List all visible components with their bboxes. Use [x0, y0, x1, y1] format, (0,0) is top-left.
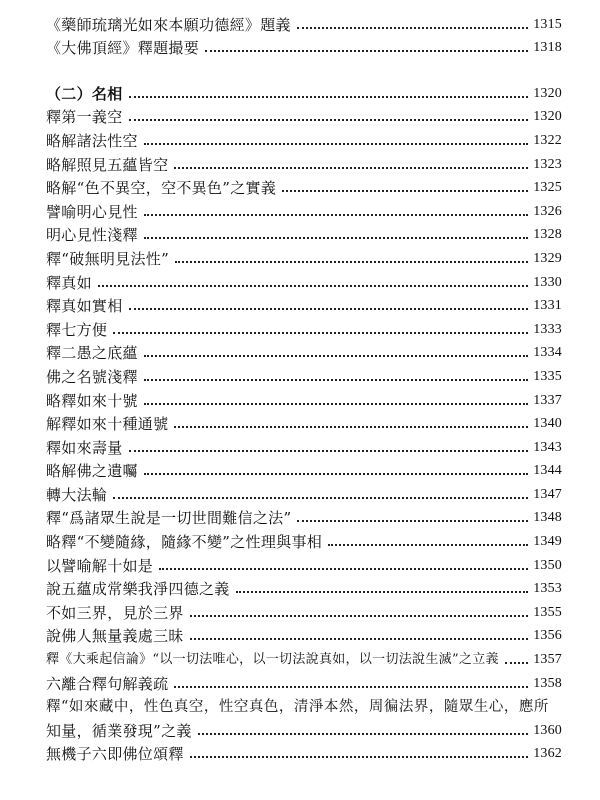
toc-entry	[46, 268, 562, 292]
toc-entry	[46, 339, 562, 363]
dot-leader	[144, 473, 528, 475]
toc-entry-title: 《藥師琉璃光如來本願功德經》題義	[46, 15, 291, 34]
toc-entry-page: 1362	[533, 746, 562, 762]
dot-leader	[129, 96, 529, 98]
toc-entry	[46, 669, 562, 693]
toc-entry-title: 知量，循業發現”之義	[46, 721, 192, 740]
toc-entry-page: 1328	[533, 227, 562, 243]
dot-leader	[198, 733, 529, 735]
toc-entry-title: 略解“色不異空，空不異色”之實義	[46, 179, 277, 198]
toc-entry-page: 1326	[533, 203, 562, 219]
toc-entry	[46, 150, 562, 174]
toc-entry-title: 六離合釋句解義疏	[46, 674, 169, 693]
toc-entry	[46, 386, 562, 410]
dot-leader	[144, 403, 528, 405]
toc-entry-page: 1340	[533, 416, 562, 432]
toc-entry-title: 《大佛頂經》釋題撮要	[46, 39, 200, 58]
toc-entry-title: 略解諸法性空	[46, 131, 138, 150]
dot-leader	[174, 686, 528, 688]
toc-entry	[46, 174, 562, 198]
section-heading-title: （二）名相	[46, 84, 123, 103]
toc-section-sutra-titles	[46, 10, 562, 57]
toc-entry-title: 釋真如	[46, 273, 92, 292]
toc-entry-title: 以譬喻解十如是	[46, 556, 154, 575]
toc-entry-page: 1357	[533, 652, 562, 668]
dot-leader	[144, 214, 528, 216]
toc-entry	[46, 315, 562, 339]
toc-entry-title: 釋第一義空	[46, 108, 123, 127]
toc-entry	[46, 527, 562, 551]
toc-entry-title: 佛之名號淺釋	[46, 367, 138, 386]
toc-entry-title: 譬喻明心見性	[46, 202, 138, 221]
toc-entry	[46, 126, 562, 150]
dot-leader	[129, 450, 529, 452]
toc-entry-page: 1323	[533, 156, 562, 172]
toc-entry-title: 釋真如實相	[46, 297, 123, 316]
toc-entry	[46, 362, 562, 386]
dot-leader	[98, 285, 528, 287]
toc-entry-title: 釋《大乘起信論》“以一切法唯心，以一切法說真如，以一切法說生滅”之立義	[46, 652, 499, 668]
dot-leader	[175, 261, 528, 263]
toc-entry	[46, 292, 562, 316]
toc-entry-page: 1358	[533, 675, 562, 691]
toc-entry-title: 略解佛之遺囑	[46, 462, 138, 481]
toc-entry-page: 1356	[533, 628, 562, 644]
dot-leader	[190, 638, 528, 640]
toc-entry-title: 釋“如來藏中，性色真空，性空真色，清淨本然，周徧法界，隨眾生心，應所	[46, 699, 549, 716]
toc-entry-title: 轉大法輪	[46, 485, 108, 504]
toc-entry-wrapped-line-2	[46, 716, 562, 740]
toc-entry	[46, 34, 562, 58]
toc-entry-page: 1335	[533, 368, 562, 384]
toc-entry	[46, 645, 562, 669]
toc-entry	[46, 480, 562, 504]
dot-leader	[297, 27, 528, 29]
dot-leader	[159, 568, 528, 570]
toc-entry-page: 1315	[533, 16, 562, 32]
toc-entry-wrapped-line-1	[46, 693, 562, 717]
toc-entry	[46, 551, 562, 575]
toc-entry-title: 釋七方便	[46, 320, 108, 339]
toc-entry-page: 1355	[533, 604, 562, 620]
toc-section-heading	[46, 79, 562, 103]
toc-entry	[46, 10, 562, 34]
dot-leader	[129, 119, 529, 121]
dot-leader	[297, 520, 528, 522]
dot-leader	[328, 544, 528, 546]
toc-entry-page: 1322	[533, 132, 562, 148]
toc-entry-title: 釋二愚之底蘊	[46, 344, 138, 363]
toc-entry-page: 1347	[533, 486, 562, 502]
dot-leader	[174, 167, 528, 169]
toc-entry	[46, 622, 562, 646]
toc-entry	[46, 457, 562, 481]
toc-entry-page: 1337	[533, 392, 562, 408]
toc-entry	[46, 575, 562, 599]
dot-leader	[190, 756, 528, 758]
dot-leader	[113, 332, 528, 334]
dot-leader	[144, 379, 528, 381]
dot-leader	[236, 591, 529, 593]
dot-leader	[144, 237, 528, 239]
dot-leader	[190, 615, 528, 617]
toc-entry-page: 1333	[533, 321, 562, 337]
toc-entry-title: 解釋如來十種通號	[46, 415, 169, 434]
toc-entry-page: 1349	[533, 534, 562, 550]
toc-entry-page: 1350	[533, 557, 562, 573]
toc-entry-title: 略釋“不變隨緣，隨緣不變”之性理與事相	[46, 533, 323, 552]
toc-entry-title: 說佛人無量義處三昧	[46, 627, 184, 646]
toc-entry-list	[46, 103, 562, 693]
dot-leader	[505, 662, 528, 664]
toc-entry-page: 1329	[533, 250, 562, 266]
toc-entry-page: 1344	[533, 463, 562, 479]
toc-entry	[46, 740, 562, 764]
toc-entry-title: 釋如來壽量	[46, 438, 123, 457]
toc-entry-page: 1330	[533, 274, 562, 290]
dot-leader	[129, 308, 529, 310]
toc-entry-title: 無機子六即佛位頌釋	[46, 745, 184, 764]
toc-entry-title: 明心見性淺釋	[46, 226, 138, 245]
toc-entry-title: 略解照見五蘊皆空	[46, 155, 169, 174]
section-heading-page: 1320	[533, 85, 562, 101]
toc-entry	[46, 410, 562, 434]
toc-entry-title: 釋“破無明見法性”	[46, 249, 170, 268]
toc-entry-page: 1343	[533, 439, 562, 455]
dot-leader	[144, 355, 528, 357]
toc-entry-page: 1325	[533, 180, 562, 196]
section-gap	[46, 57, 562, 79]
toc-entry-title: 說五蘊成常樂我淨四德之義	[46, 580, 230, 599]
dot-leader	[144, 143, 528, 145]
toc-entry	[46, 504, 562, 528]
toc-entry-page: 1353	[533, 581, 562, 597]
toc-entry	[46, 221, 562, 245]
dot-leader	[282, 190, 528, 192]
toc-entry-title: 釋“爲諸眾生說是一切世間難信之法”	[46, 509, 292, 528]
toc-entry	[46, 433, 562, 457]
toc-entry	[46, 244, 562, 268]
dot-leader	[205, 50, 528, 52]
toc-entry-title: 不如三界，見於三界	[46, 603, 184, 622]
dot-leader	[113, 497, 528, 499]
toc-entry-page: 1334	[533, 345, 562, 361]
toc-entry-page: 1348	[533, 510, 562, 526]
toc-entry-page: 1360	[533, 722, 562, 738]
toc-entry	[46, 598, 562, 622]
toc-section-terms	[46, 79, 562, 763]
toc-entry	[46, 103, 562, 127]
toc-entry-page: 1320	[533, 109, 562, 125]
toc-entry-page: 1318	[533, 40, 562, 56]
dot-leader	[174, 426, 528, 428]
toc-entry-page: 1331	[533, 298, 562, 314]
toc-entry-title: 略釋如來十號	[46, 391, 138, 410]
toc-entry	[46, 197, 562, 221]
